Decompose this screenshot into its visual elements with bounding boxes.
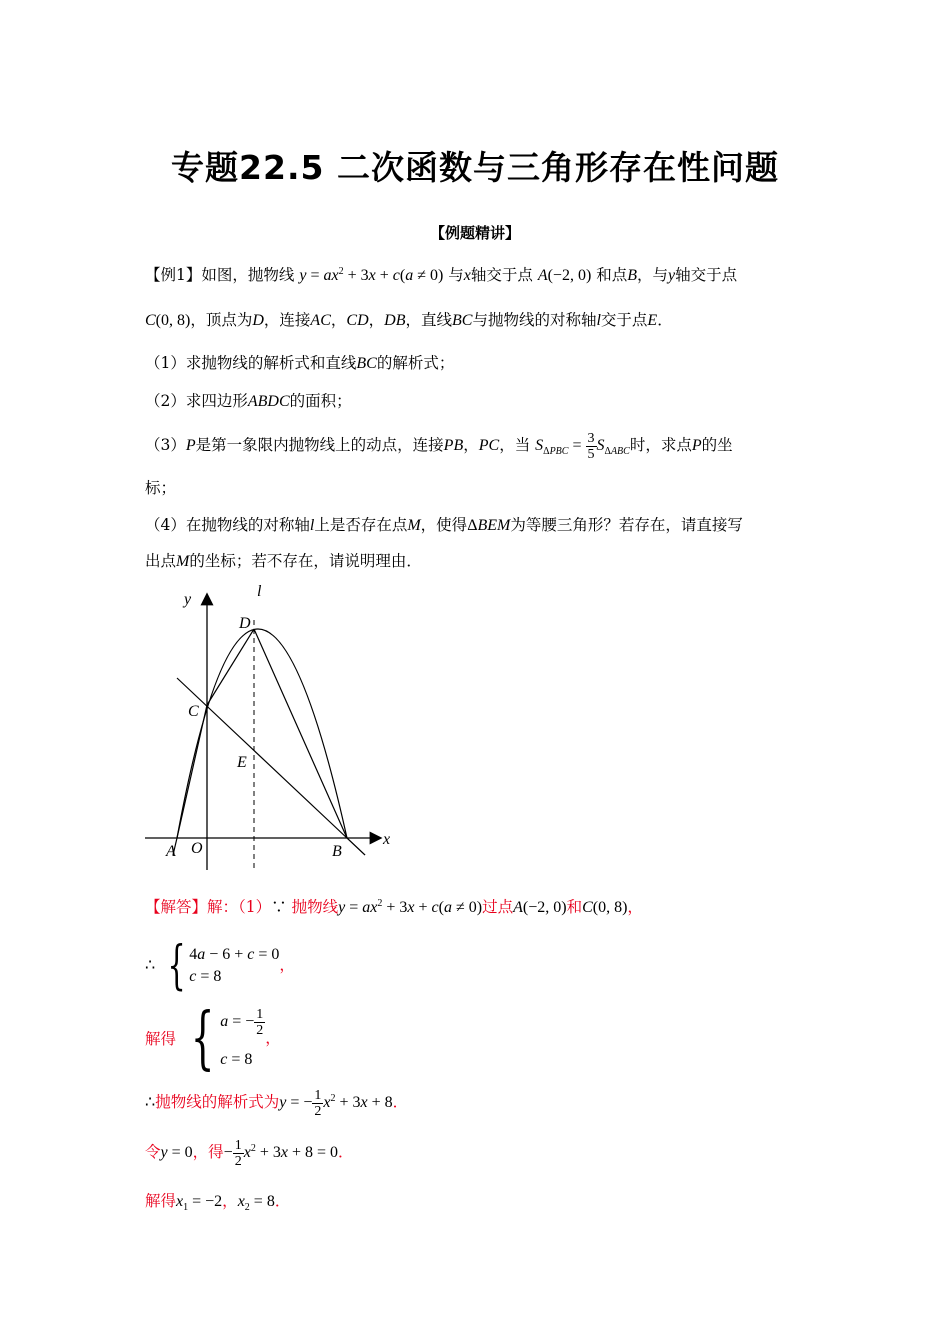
solution-line-5: 令y = 0，得− $\frac{1}{2}$ $x^2 + 3x + 8 = 0$． bbox=[145, 1138, 354, 1169]
label-c: C bbox=[188, 703, 199, 720]
segment-db bbox=[254, 629, 347, 838]
solution-system-2: 解得 { a = − $\frac{1}{2}$ c = 8 ， bbox=[145, 999, 281, 1078]
parabola-figure bbox=[140, 580, 400, 880]
solution-label: 【解答】 bbox=[145, 898, 208, 916]
label-l: l bbox=[257, 583, 262, 600]
question-1: （1）求抛物线的解析式和直线BC的解析式； bbox=[145, 354, 455, 372]
question-2: （2）求四边形ABDC的面积； bbox=[145, 392, 352, 410]
problem-line-2: C(0, 8)，顶点为D，连接AC，CD，DB，直线BC与抛物线的对称轴l交于点E． bbox=[145, 311, 673, 329]
label-x: x bbox=[383, 831, 391, 848]
label-o: O bbox=[191, 840, 203, 857]
question-4-cont: 出点M的坐标；若不存在，请说明理由． bbox=[145, 552, 422, 570]
solution-line-1: 【解答】解：（1）∵ 抛物线$y = ax^2 + 3x + c(a \ne 0)$过点A(−2, 0)和C(0, 8)， bbox=[145, 898, 643, 916]
segment-ac bbox=[177, 705, 207, 838]
segment-cd bbox=[207, 629, 254, 705]
solution-system-1: ∴ { 4a − 6 + c = 0 c = 8 ， bbox=[145, 936, 295, 996]
parabola-curve bbox=[177, 629, 347, 838]
problem-line-1: 【例1】如图，抛物线 $y = ax^2 + 3x + c(a \ne 0)$ 与x轴交于点 A(−2, 0) 和点B，与y轴交于点 bbox=[145, 266, 738, 284]
label-d: D bbox=[239, 615, 251, 632]
question-4: （4）在抛物线的对称轴l上是否存在点M，使得ΔBEM为等腰三角形？若存在，请直接写 bbox=[145, 516, 743, 534]
solution-line-4: ∴抛物线的解析式为y = − $\frac{1}{2}$ $x^2 + 3x + 8$． bbox=[145, 1088, 409, 1119]
label-b: B bbox=[332, 843, 342, 860]
question-3: （3）P是第一象限内抛物线上的动点，连接PB，PC，当 $S_{\Delta PBC}$ = $\frac{3}{5}$ $S_{\Delta ABC}$时，求点P的坐 bbox=[145, 431, 733, 462]
example-label: 【例1】 bbox=[145, 266, 202, 284]
label-a: A bbox=[166, 843, 176, 860]
question-3-cont: 标； bbox=[145, 479, 177, 497]
solution-line-6: 解得$x_1 = -2$，$x_2 = 8$． bbox=[145, 1192, 291, 1213]
line-bc bbox=[177, 678, 365, 855]
label-y: y bbox=[184, 591, 192, 608]
section-heading: 【例题精讲】 bbox=[429, 224, 520, 242]
label-e: E bbox=[237, 754, 247, 771]
parabola-equation: $y = ax^2 + 3x + c(a \ne 0)$ bbox=[299, 266, 444, 284]
page-title: 专题22.5 二次函数与三角形存在性问题 bbox=[171, 148, 779, 187]
